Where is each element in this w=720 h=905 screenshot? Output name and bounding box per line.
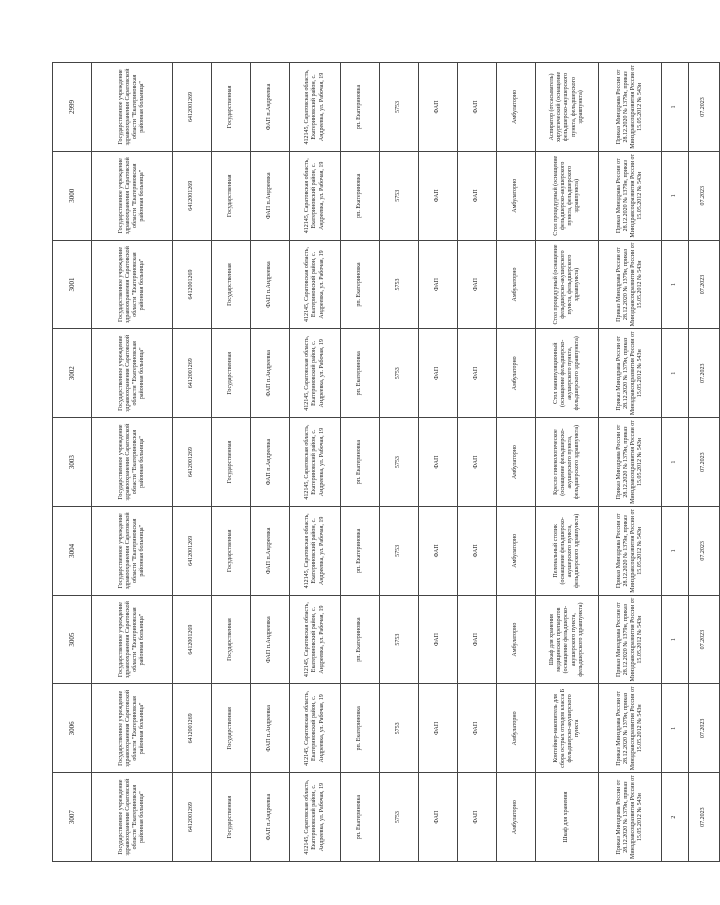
cell-desc: Аспиратор (отсасыватель) хирургический (оснащение фельдшерско-акушерского пункта, фельдшерского здравпункта) — [536, 63, 599, 152]
cell-count: 1 — [662, 329, 689, 418]
table-row-form — [212, 63, 251, 862]
cell-date: 07.2023 — [689, 506, 720, 595]
cell-type2: ФАП — [458, 773, 497, 862]
cell-code: 5753 — [380, 684, 419, 773]
cell-inn: 6412001269 — [173, 506, 212, 595]
cell-settlement: рп. Екатериновка — [341, 773, 380, 862]
cell-desc: Стол процедурный (оснащение фельдшерско-акушерского пункта, фельдшерского здравпункта) — [536, 151, 599, 240]
cell-owner: Государственное учреждение здравоохранения Саратовской области "Екатериновская районная больница" — [92, 595, 173, 684]
cell-form: Государственная — [212, 418, 251, 507]
cell-inn: 6412001269 — [173, 773, 212, 862]
cell-count: 1 — [662, 151, 689, 240]
cell-settlement: рп. Екатериновка — [341, 63, 380, 152]
cell-desc: Стол процедурный (оснащение фельдшерско-акушерского пункта, фельдшерского здравпункта) — [536, 240, 599, 329]
table-row-address — [290, 63, 341, 862]
cell-inn: 6412001269 — [173, 151, 212, 240]
cell-owner: Государственное учреждение здравоохранения Саратовской области "Екатериновская районная больница" — [92, 684, 173, 773]
cell-count: 2 — [662, 773, 689, 862]
cell-type2: ФАП — [458, 684, 497, 773]
cell-date: 07.2023 — [689, 595, 720, 684]
cell-order: Приказ Минздрава России от 28.12.2020 № 1379н, приказ Минздравсоцразвития России от 15.05.2012 № 543н — [599, 506, 662, 595]
cell-count: 1 — [662, 684, 689, 773]
table-row-count — [662, 63, 689, 862]
cell-settlement: рп. Екатериновка — [341, 151, 380, 240]
cell-form: Государственная — [212, 506, 251, 595]
table-rotated-wrapper — [52, 62, 707, 862]
cell-date: 07.2023 — [689, 240, 720, 329]
cell-code: 5753 — [380, 506, 419, 595]
cell-id: 3006 — [53, 684, 92, 773]
cell-id: 3005 — [53, 595, 92, 684]
cell-name: ФАП п.Андреевка — [251, 773, 290, 862]
cell-address: 412145, Саратовская область, Екатериновский район, с. Андреевка, ул. Рабочая, 19 — [290, 240, 341, 329]
cell-order: Приказ Минздрава России от 28.12.2020 № 1379н, приказ Минздравсоцразвития России от 15.05.2012 № 543н — [599, 240, 662, 329]
cell-form: Государственная — [212, 595, 251, 684]
table-row-code — [380, 63, 419, 862]
cell-owner: Государственное учреждение здравоохранения Саратовской области "Екатериновская районная больница" — [92, 240, 173, 329]
cell-desc: Контейнер-накопитель для сбора острых отходов класса Б фельдшерско-акушерского пункта — [536, 684, 599, 773]
cell-type: ФАП — [419, 151, 458, 240]
cell-inn: 6412001269 — [173, 63, 212, 152]
cell-name: ФАП п.Андреевка — [251, 418, 290, 507]
cell-type: ФАП — [419, 506, 458, 595]
cell-form: Государственная — [212, 240, 251, 329]
cell-care: Амбулаторно — [497, 684, 536, 773]
cell-type2: ФАП — [458, 418, 497, 507]
cell-care: Амбулаторно — [497, 418, 536, 507]
cell-care: Амбулаторно — [497, 773, 536, 862]
cell-type2: ФАП — [458, 151, 497, 240]
cell-order: Приказ Минздрава России от 28.12.2020 № 1379н, приказ Минздравсоцразвития России от 15.05.2012 № 543н — [599, 63, 662, 152]
cell-name: ФАП п.Андреевка — [251, 63, 290, 152]
cell-name: ФАП п.Андреевка — [251, 240, 290, 329]
cell-care: Амбулаторно — [497, 63, 536, 152]
cell-code: 5753 — [380, 329, 419, 418]
cell-code: 5753 — [380, 240, 419, 329]
cell-count: 1 — [662, 240, 689, 329]
cell-id: 3003 — [53, 418, 92, 507]
table-row-type2 — [458, 63, 497, 862]
cell-settlement: рп. Екатериновка — [341, 418, 380, 507]
cell-owner: Государственное учреждение здравоохранения Саратовской области "Екатериновская районная больница" — [92, 63, 173, 152]
cell-count: 1 — [662, 506, 689, 595]
cell-date: 07.2023 — [689, 684, 720, 773]
cell-order: Приказ Минздрава России от 28.12.2020 № 1379н, приказ Минздравсоцразвития России от 15.05.2012 № 543н — [599, 151, 662, 240]
cell-code: 5753 — [380, 773, 419, 862]
cell-name: ФАП п.Андреевка — [251, 329, 290, 418]
cell-type: ФАП — [419, 329, 458, 418]
cell-inn: 6412001269 — [173, 418, 212, 507]
cell-form: Государственная — [212, 63, 251, 152]
cell-desc: Кресло гинекологическое (оснащение фельдшерско-акушерского пункта, фельдшерского здравпункта) — [536, 418, 599, 507]
cell-owner: Государственное учреждение здравоохранения Саратовской области "Екатериновская районная больница" — [92, 151, 173, 240]
document-page — [52, 62, 707, 862]
cell-id: 3000 — [53, 151, 92, 240]
cell-type: ФАП — [419, 773, 458, 862]
cell-id: 2999 — [53, 63, 92, 152]
table-row-order — [599, 63, 662, 862]
cell-order: Приказ Минздрава России от 28.12.2020 № 1379н, приказ Минздравсоцразвития России от 15.05.2012 № 543н — [599, 329, 662, 418]
cell-date: 07.2023 — [689, 418, 720, 507]
cell-id: 3002 — [53, 329, 92, 418]
cell-desc: Шкаф для хранения — [536, 773, 599, 862]
cell-type2: ФАП — [458, 329, 497, 418]
table-row-settlement — [341, 63, 380, 862]
cell-date: 07.2023 — [689, 773, 720, 862]
cell-care: Амбулаторно — [497, 595, 536, 684]
cell-owner: Государственное учреждение здравоохранения Саратовской области "Екатериновская районная больница" — [92, 418, 173, 507]
cell-settlement: рп. Екатериновка — [341, 240, 380, 329]
table-row-inn — [173, 63, 212, 862]
cell-order: Приказ Минздрава России от 28.12.2020 № 1379н, приказ Минздравсоцразвития России от 15.05.2012 № 543н — [599, 684, 662, 773]
cell-type2: ФАП — [458, 595, 497, 684]
cell-id: 3001 — [53, 240, 92, 329]
cell-address: 412145, Саратовская область, Екатериновский район, с. Андреевка, ул. Рабочая, 19 — [290, 595, 341, 684]
cell-care: Амбулаторно — [497, 240, 536, 329]
equipment-table — [52, 62, 720, 862]
cell-date: 07.2023 — [689, 151, 720, 240]
cell-date: 07.2023 — [689, 329, 720, 418]
cell-settlement: рп. Екатериновка — [341, 329, 380, 418]
cell-address: 412145, Саратовская область, Екатериновский район, с. Андреевка, ул. Рабочая, 19 — [290, 773, 341, 862]
cell-address: 412145, Саратовская область, Екатериновский район, с. Андреевка, ул. Рабочая, 19 — [290, 329, 341, 418]
cell-form: Государственная — [212, 684, 251, 773]
cell-settlement: рп. Екатериновка — [341, 595, 380, 684]
cell-owner: Государственное учреждение здравоохранения Саратовской области "Екатериновская районная больница" — [92, 773, 173, 862]
cell-type: ФАП — [419, 418, 458, 507]
cell-inn: 6412001269 — [173, 240, 212, 329]
cell-name: ФАП п.Андреевка — [251, 595, 290, 684]
cell-count: 1 — [662, 63, 689, 152]
cell-form: Государственная — [212, 773, 251, 862]
table-row-type — [419, 63, 458, 862]
cell-type: ФАП — [419, 684, 458, 773]
cell-type: ФАП — [419, 240, 458, 329]
cell-inn: 6412001269 — [173, 595, 212, 684]
cell-address: 412145, Саратовская область, Екатериновский район, с. Андреевка, ул. Рабочая, 19 — [290, 684, 341, 773]
cell-settlement: рп. Екатериновка — [341, 506, 380, 595]
cell-address: 412145, Саратовская область, Екатериновский район, с. Андреевка, ул. Рабочая, 19 — [290, 506, 341, 595]
cell-inn: 6412001269 — [173, 684, 212, 773]
table-row-care — [497, 63, 536, 862]
cell-address: 412145, Саратовская область, Екатериновский район, с. Андреевка, ул. Рабочая, 19 — [290, 418, 341, 507]
cell-type2: ФАП — [458, 63, 497, 152]
cell-order: Приказ Минздрава России от 28.12.2020 № 1379н, приказ Минздравсоцразвития России от 15.05.2012 № 543н — [599, 418, 662, 507]
cell-name: ФАП п.Андреевка — [251, 151, 290, 240]
cell-care: Амбулаторно — [497, 151, 536, 240]
cell-code: 5753 — [380, 418, 419, 507]
cell-type2: ФАП — [458, 240, 497, 329]
cell-name: ФАП п.Андреевка — [251, 506, 290, 595]
cell-care: Амбулаторно — [497, 329, 536, 418]
cell-address: 412145, Саратовская область, Екатериновский район, с. Андреевка, ул. Рабочая, 19 — [290, 151, 341, 240]
cell-id: 3004 — [53, 506, 92, 595]
cell-order: Приказ Минздрава России от 28.12.2020 № 1379н, приказ Минздравсоцразвития России от 15.05.2012 № 543н — [599, 773, 662, 862]
cell-owner: Государственное учреждение здравоохранения Саратовской области "Екатериновская районная больница" — [92, 506, 173, 595]
cell-order: Приказ Минздрава России от 28.12.2020 № 1379н, приказ Минздравсоцразвития России от 15.05.2012 № 543н — [599, 595, 662, 684]
cell-date: 07.2023 — [689, 63, 720, 152]
cell-care: Амбулаторно — [497, 506, 536, 595]
cell-settlement: рп. Екатериновка — [341, 684, 380, 773]
cell-code: 5753 — [380, 151, 419, 240]
cell-name: ФАП п.Андреевка — [251, 684, 290, 773]
table-row-date — [689, 63, 720, 862]
cell-form: Государственная — [212, 151, 251, 240]
cell-desc: Шкаф для хранения медицинских препаратов (оснащение фельдшерско-акушерского пункта, фельдшерского здравпункта) — [536, 595, 599, 684]
cell-address: 412145, Саратовская область, Екатериновский район, с. Андреевка, ул. Рабочая, 19 — [290, 63, 341, 152]
cell-desc: Стол манипуляционный (оснащение фельдшерско-акушерского пункта, фельдшерского здравпункта) — [536, 329, 599, 418]
cell-count: 1 — [662, 418, 689, 507]
table-row-name — [251, 63, 290, 862]
table-row-owner — [92, 63, 173, 862]
table-row-id — [53, 63, 92, 862]
table-row-desc — [536, 63, 599, 862]
cell-type2: ФАП — [458, 506, 497, 595]
cell-id: 3007 — [53, 773, 92, 862]
cell-desc: Пеленальный столик (оснащение фельдшерско-акушерского пункта, фельдшерского здравпункта) — [536, 506, 599, 595]
cell-code: 5753 — [380, 63, 419, 152]
cell-code: 5753 — [380, 595, 419, 684]
cell-form: Государственная — [212, 329, 251, 418]
cell-type: ФАП — [419, 63, 458, 152]
cell-owner: Государственное учреждение здравоохранения Саратовской области "Екатериновская районная больница" — [92, 329, 173, 418]
cell-type: ФАП — [419, 595, 458, 684]
cell-count: 1 — [662, 595, 689, 684]
cell-inn: 6412001269 — [173, 329, 212, 418]
